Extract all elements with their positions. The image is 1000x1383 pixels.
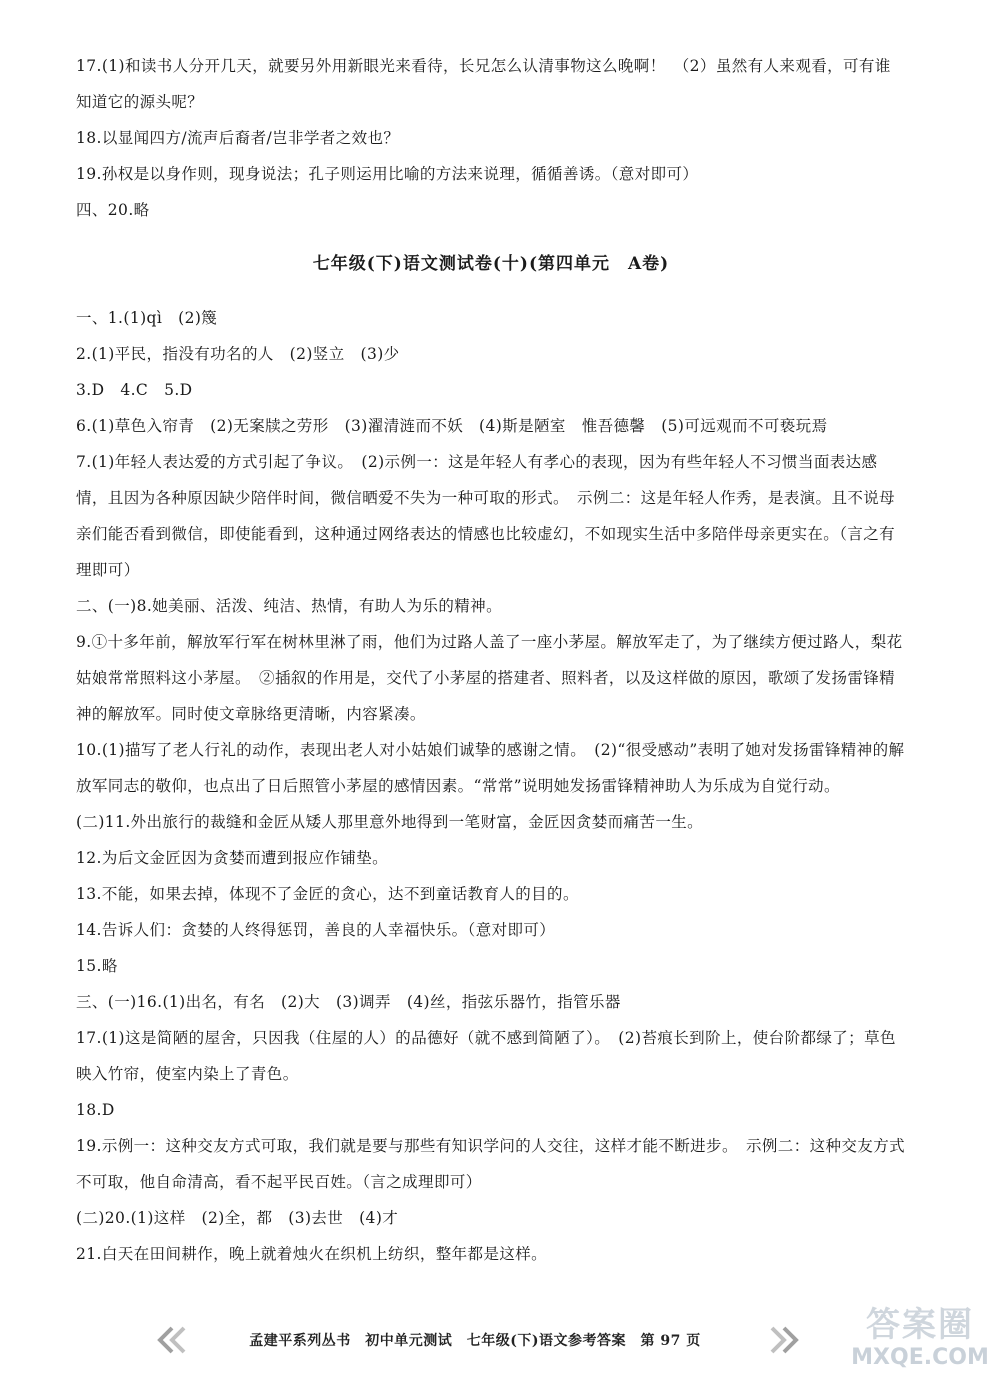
double-chevron-right-icon xyxy=(762,1320,806,1360)
answer-15: 15.略 xyxy=(76,957,118,975)
answer-17: 17.(1)和读书人分开几天，就要另外用新眼光来看待，长兄怎么认清事物这么晚啊！ （2）虽然有人来观看，可有谁知道它的源头呢？ xyxy=(76,57,891,111)
answer-6: 6.(1)草色入帘青 (2)无案牍之劳形 (3)濯清涟而不妖 (4)斯是陋室 惟吾德馨 (5)可远观而不可亵玩焉 xyxy=(76,417,828,435)
answer-20: 四、20.略 xyxy=(76,201,150,219)
section-title: 七年级(下)语文测试卷(十)(第四单元 A卷) xyxy=(312,254,670,274)
answer-7: 7.(1)年轻人表达爱的方式引起了争议。 (2)示例一：这是年轻人有孝心的表现，因为有些年轻人不习惯当面表达感情，且因为各种原因缺少陪伴时间，微信晒爱不失为一种可取的形式。 示例二：这是年轻人作秀，是表演。且不说母亲们能否看到微信，即使能看到，这种通过网络表达的情感也比较虚幻，不如现实生活中多陪伴母亲更实在。（言之有理即可） xyxy=(76,453,896,579)
answer-9: 9.①十多年前，解放军行军在树林里淋了雨，他们为过路人盖了一座小茅屋。解放军走了，为了继续方便过路人，梨花姑娘常常照料这小茅屋。 ②插叙的作用是，交代了小茅屋的搭建者、照料者，以及这样做的原因，歌颂了发扬雷锋精神的解放军。同时使文章脉络更清晰，内容紧凑。 xyxy=(76,633,903,723)
answer-13: 13.不能，如果去掉，体现不了金匠的贪心，达不到童话教育人的目的。 xyxy=(76,885,579,903)
footer-text: 孟建平系列丛书 初中单元测试 七年级(下)语文参考答案 第 97 页 xyxy=(249,1333,701,1349)
answer-20b: (二)20.(1)这样 (2)全，都 (3)去世 (4)才 xyxy=(76,1209,399,1227)
watermark-logo xyxy=(845,1296,995,1380)
page-footer xyxy=(150,1320,800,1360)
answer-2: 2.(1)平民，指没有功名的人 (2)竖立 (3)少 xyxy=(76,345,400,363)
answer-19b: 19.示例一：这种交友方式可取，我们就是要与那些有知识学问的人交往，这样才能不断进步。 示例二：这种交友方式不可取，他自命清高，看不起平民百姓。（言之成理即可） xyxy=(76,1137,906,1191)
answer-8: 二、(一)8.她美丽、活泼、纯洁、热情，有助人为乐的精神。 xyxy=(76,597,502,615)
answer-21: 21.白天在田间耕作，晚上就着烛火在织机上纺织，整年都是这样。 xyxy=(76,1245,548,1263)
answer-3-5: 3.D 4.C 5.D xyxy=(76,381,193,399)
answer-18b: 18.D xyxy=(76,1101,115,1119)
answer-16: 三、(一)16.(1)出名，有名 (2)大 (3)调弄 (4)丝，指弦乐器竹，指管乐器 xyxy=(76,993,621,1011)
watermark-domain: MXQE.COM xyxy=(851,1345,989,1370)
page-content xyxy=(76,48,906,1272)
answer-18: 18.以显闻四方/流声后裔者/岂非学者之效也？ xyxy=(76,129,400,147)
answer-14: 14.告诉人们：贪婪的人终得惩罚，善良的人幸福快乐。（意对即可） xyxy=(76,921,556,939)
answer-11: (二)11.外出旅行的裁缝和金匠从矮人那里意外地得到一笔财富，金匠因贪婪而痛苦一生。 xyxy=(76,813,704,831)
watermark-title: 答案圈 xyxy=(866,1305,974,1345)
answer-12: 12.为后文金匠因为贪婪而遭到报应作铺垫。 xyxy=(76,849,389,867)
answer-1: 一、1.(1)qì (2)篾 xyxy=(76,309,218,327)
answer-17b: 17.(1)这是简陋的屋舍，只因我（住屋的人）的品德好（就不感到简陋了）。 (2)苔痕长到阶上，使台阶都绿了；草色映入竹帘，使室内染上了青色。 xyxy=(76,1029,896,1083)
answer-19: 19.孙权是以身作则，现身说法；孔子则运用比喻的方法来说理，循循善诱。（意对即可） xyxy=(76,165,699,183)
answer-10: 10.(1)描写了老人行礼的动作，表现出老人对小姑娘们诚挚的感谢之情。 (2)“很受感动”表明了她对发扬雷锋精神的解放军同志的敬仰，也点出了日后照管小茅屋的感情因素。“常常”说明她发扬雷锋精神助人为乐成为自觉行动。 xyxy=(76,741,905,795)
